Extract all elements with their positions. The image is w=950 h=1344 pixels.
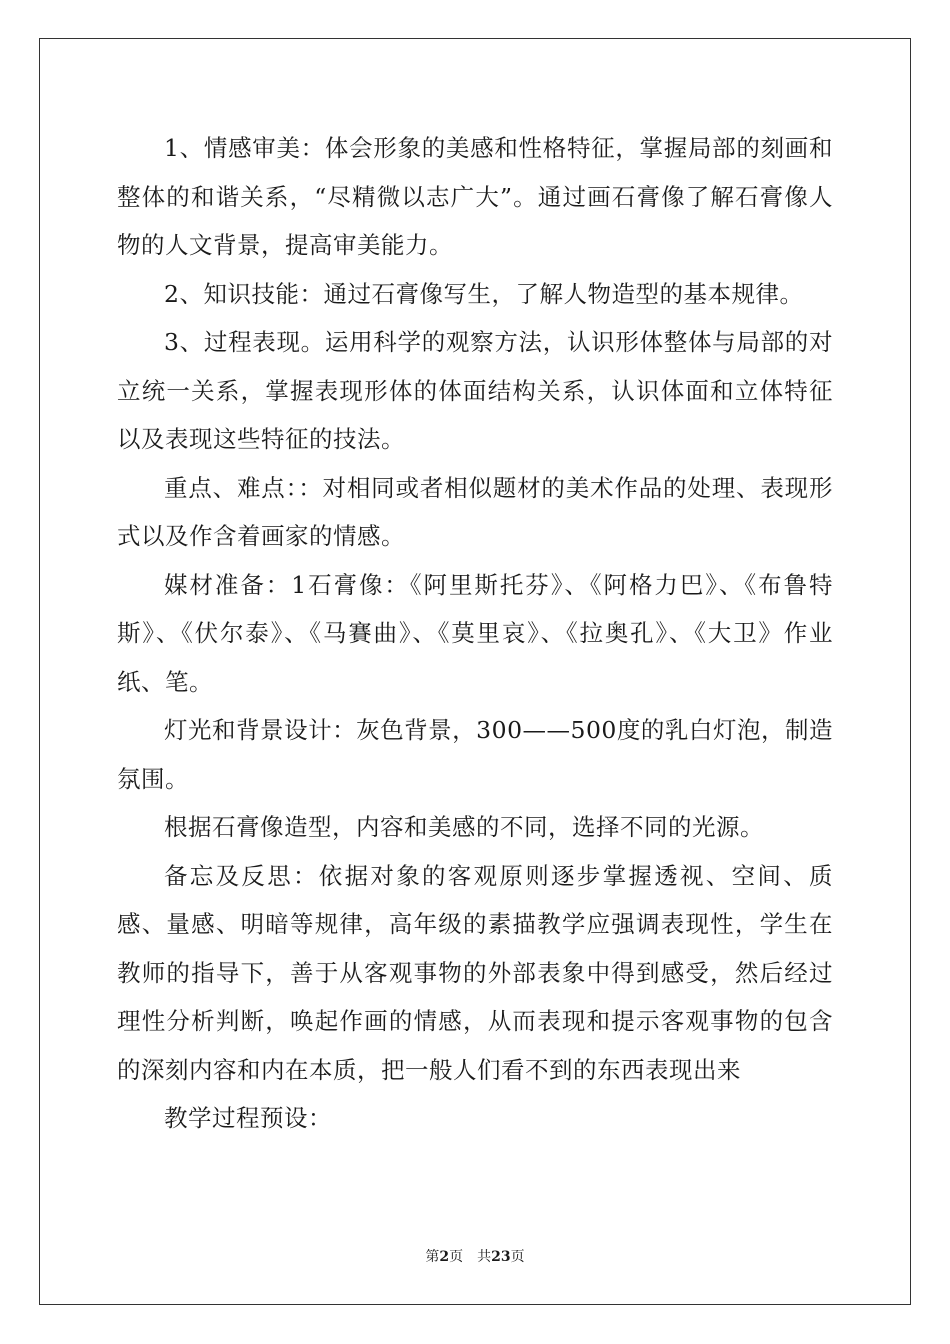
paragraph-lighting-background: 灯光和背景设计：灰色背景，300——500度的乳白灯泡，制造氛围。: [117, 716, 833, 793]
paragraph-materials: 媒材准备：1石膏像：《阿里斯托芬》、《阿格力巴》、《布鲁特斯》、《伏尔泰》、《马賽曲》、《莫里哀》、《拉奥孔》、《大卫》作业纸、笔。: [117, 570, 833, 696]
footer-page-prefix: 第: [425, 1249, 440, 1265]
paragraph-key-difficulties: 重点、难点：：对相同或者相似题材的美术作品的处理、表现形式以及作含着画家的情感。: [117, 473, 833, 550]
footer-page-number: 2: [439, 1249, 450, 1265]
page-footer: [0, 1248, 950, 1266]
footer-total-prefix: 共: [477, 1249, 492, 1265]
document-body: [117, 124, 833, 1143]
paragraph-light-source: 根据石膏像造型，内容和美感的不同，选择不同的光源。: [164, 813, 764, 841]
paragraph-process-expression: 3、过程表现。运用科学的观察方法，认识形体整体与局部的对立统一关系，掌握表现形体的体面结构关系，认识体面和立体特征以及表现这些特征的技法。: [117, 328, 833, 453]
footer-page-suffix: 页: [449, 1249, 464, 1265]
footer-total-pages: 23: [491, 1249, 511, 1265]
paragraph-teaching-process: 教学过程预设：: [164, 1104, 332, 1132]
paragraph-knowledge-skills: 2、知识技能：通过石膏像写生，了解人物造型的基本规律。: [164, 279, 804, 308]
paragraph-emotion-aesthetics: 1、情感审美：体会形象的美感和性格特征，掌握局部的刻画和整体的和谐关系，“尽精微以志广大”。通过画石膏像了解石膏像人物的人文背景，提高审美能力。: [117, 134, 833, 259]
footer-total-suffix: 页: [510, 1249, 525, 1265]
paragraph-reflection: 备忘及反思：依据对象的客观原则逐步掌握透视、空间、质感、量感、明暗等规律，高年级的素描教学应强调表现性，学生在教师的指导下，善于从客观事物的外部表象中得到感受，然后经过理性分析判断，唤起作画的情感，从而表现和提示客观事物的包含的深刻内容和内在本质，把一般人们看不到的东西表现出来: [117, 861, 833, 1084]
